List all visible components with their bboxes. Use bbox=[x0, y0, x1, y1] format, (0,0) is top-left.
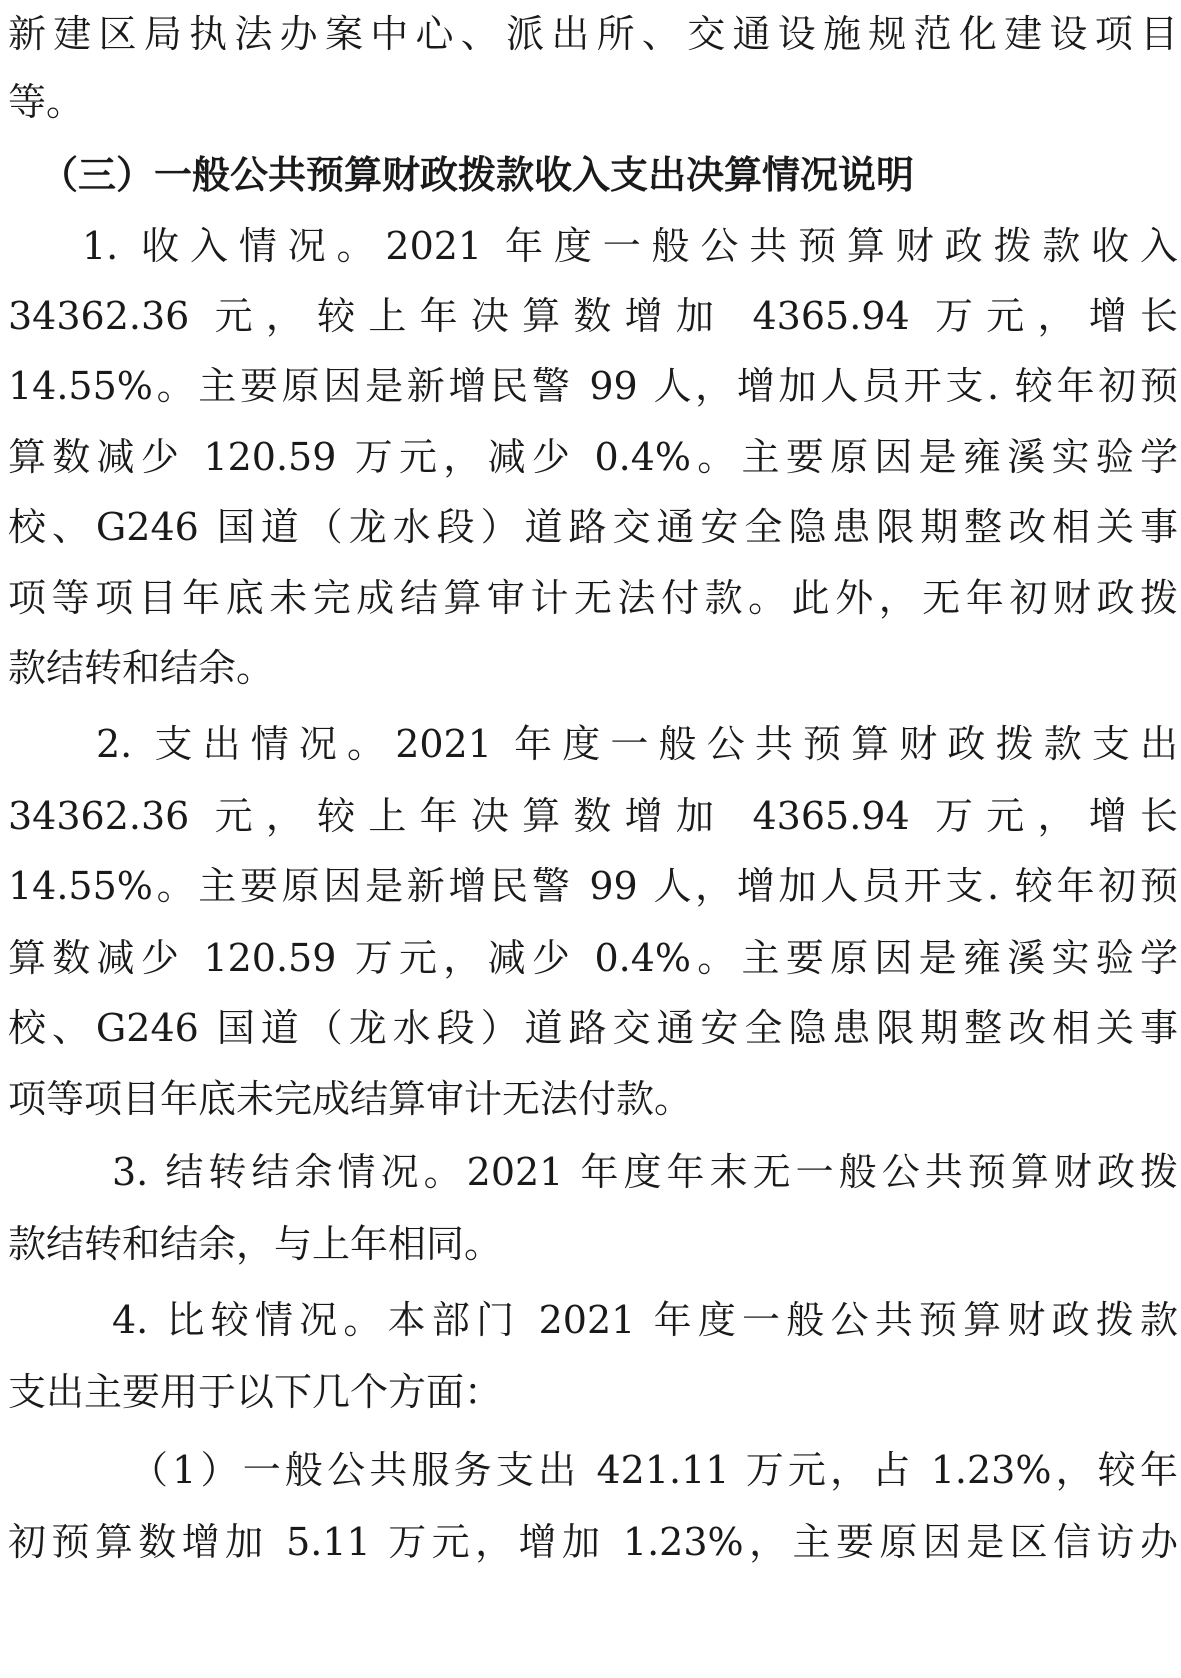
paragraph-line: 3. 结转结余情况。2021 年度年末无一般公共预算财政拨 bbox=[112, 1150, 1178, 1194]
paragraph-line: （1）一般公共服务支出 421.11 万元，占 1.23%，较年 bbox=[130, 1448, 1178, 1492]
paragraph-line: 项等项目年底未完成结算审计无法付款。此外，无年初财政拨 bbox=[8, 576, 1178, 620]
paragraph-line: 算数减少 120.59 万元，减少 0.4%。主要原因是雍溪实验学 bbox=[8, 435, 1178, 479]
paragraph-line: 4. 比较情况。本部门 2021 年度一般公共预算财政拨款 bbox=[112, 1298, 1178, 1342]
paragraph-line: 支出主要用于以下几个方面： bbox=[8, 1370, 503, 1414]
paragraph-line: 新建区局执法办案中心、派出所、交通设施规范化建设项目 bbox=[8, 12, 1178, 56]
paragraph-line: 2. 支出情况。2021 年度一般公共预算财政拨款支出 bbox=[96, 722, 1178, 766]
paragraph-line: 1. 收入情况。2021 年度一般公共预算财政拨款收入 bbox=[82, 224, 1178, 268]
paragraph-line: 项等项目年底未完成结算审计无法付款。 bbox=[8, 1077, 693, 1121]
paragraph-line: 14.55%。主要原因是新增民警 99 人，增加人员开支. 较年初预 bbox=[8, 864, 1178, 908]
section-heading: （三）一般公共预算财政拨款收入支出决算情况说明 bbox=[40, 152, 915, 197]
paragraph-line: 34362.36 元，较上年决算数增加 4365.94 万元，增长 bbox=[8, 294, 1178, 338]
paragraph-line: 算数减少 120.59 万元，减少 0.4%。主要原因是雍溪实验学 bbox=[8, 936, 1178, 980]
paragraph-line: 34362.36 元，较上年决算数增加 4365.94 万元，增长 bbox=[8, 794, 1178, 838]
paragraph-line: 校、G246 国道（龙水段）道路交通安全隐患限期整改相关事 bbox=[8, 1006, 1178, 1050]
paragraph-line: 等。 bbox=[8, 80, 85, 124]
paragraph-line: 款结转和结余。 bbox=[8, 646, 275, 690]
paragraph-line: 校、G246 国道（龙水段）道路交通安全隐患限期整改相关事 bbox=[8, 505, 1178, 549]
paragraph-line: 初预算数增加 5.11 万元，增加 1.23%，主要原因是区信访办 bbox=[8, 1520, 1178, 1564]
paragraph-line: 14.55%。主要原因是新增民警 99 人，增加人员开支. 较年初预 bbox=[8, 364, 1178, 408]
paragraph-line: 款结转和结余，与上年相同。 bbox=[8, 1222, 503, 1266]
